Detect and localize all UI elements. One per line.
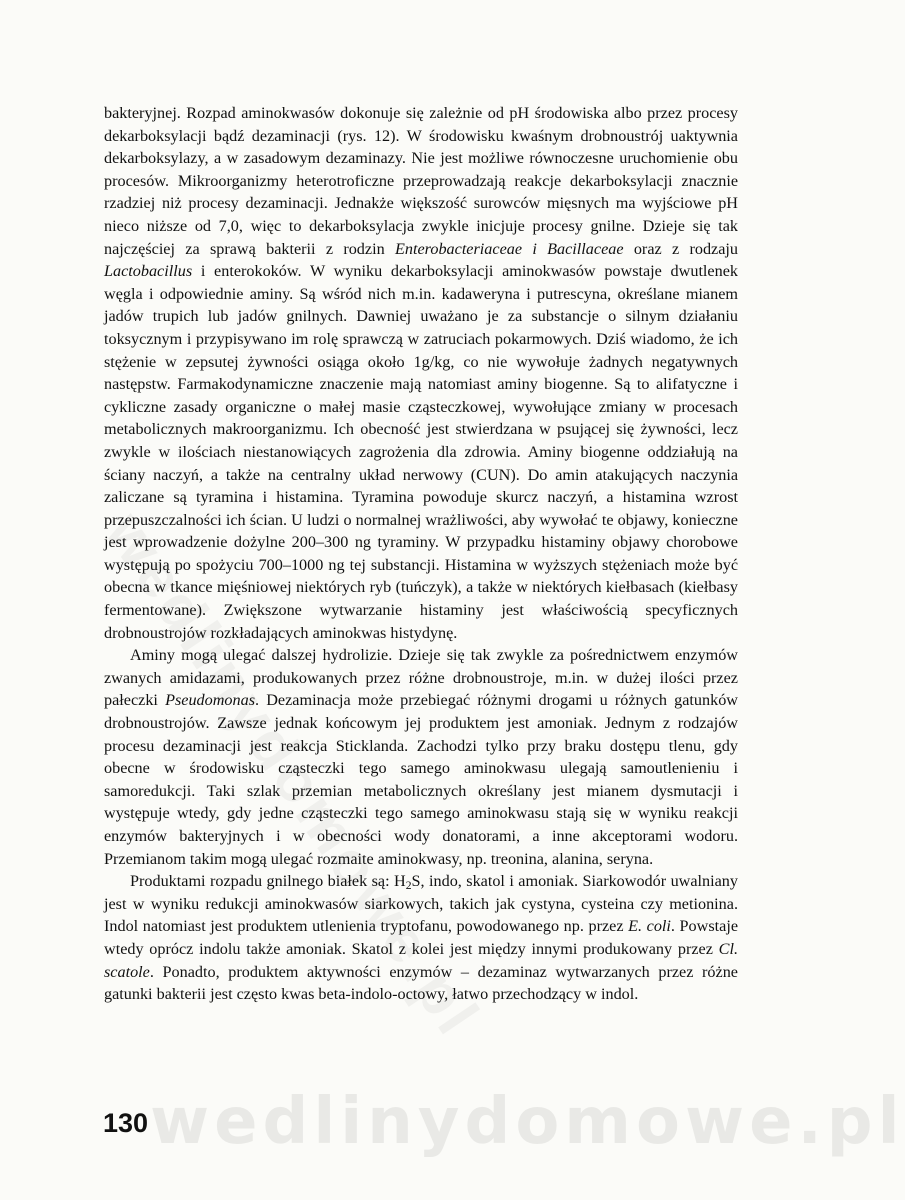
text-segment: bakteryjnej. Rozpad aminokwasów dokonuje się zależnie od pH środowiska albo przez procesy dekarboksylacji bądź dezaminacji (rys. 12). W środowisku kwaśnym drobnoustrój uaktywnia dekarboksylazy, a w zasadowym dezaminazy. Nie jest możliwe równoczesne uruchomienie obu procesów. Mikroorganizmy heterotroficzne przeprowadzają reakcje dekarboksylacji znacznie rzadziej niż procesy dezaminacji. Jednakże większość surowców mięsnych ma wyjściowe pH nieco niższe od 7,0, więc to dekarboksylacja zwykle inicjuje procesy gnilne. Dzieje się tak najczęściej za sprawą bakterii z rodzin (104, 104, 738, 258)
italic-term: Cl. scatole (104, 939, 738, 981)
body-text (104, 102, 738, 1006)
text-segment: . Ponadto, produktem aktywności enzymów – dezaminaz wytwarzanych przez różne gatunki bakterii jest często kwas beta-indolo-octowy, łatwo przechodzący w indol. (104, 962, 738, 1004)
paragraph (104, 102, 738, 644)
italic-term: Pseudomonas (165, 691, 256, 710)
text-segment: oraz z rodzaju (623, 239, 739, 258)
text-segment: . Powstaje wtedy oprócz indolu także amoniak. Skatol z kolei jest między innymi produkowany przez (104, 917, 739, 958)
text-segment: i enterokoków. W wyniku dekarboksylacji aminokwasów powstaje dwutlenek węgla i odpowiednie aminy. Są wśród nich m.in. kadaweryna i putrescyna, określane mianem jadów trupich lub jadów gnilnych. Dawniej uważano je za substancje o silnym działaniu toksycznym i przypisywano im rolę sprawczą w zatruciach pokarmowych. Dziś wiadomo, że ich stężenie w zepsutej żywności osiąga około 1g/kg, co nie wywołuje żadnych negatywnych następstw. Farmakodynamiczne znaczenie mają natomiast aminy biogenne. Są to alifatyczne i cykliczne zasady organiczne o małej masie cząsteczkowej, wywołujące zmiany w procesach metabolicznych makroorganizmu. Ich obecność jest stwierdzana w psującej się żywności, lecz zwykle w ilościach niestanowiących zagrożenia dla zdrowia. Aminy biogenne oddziałują na ściany naczyń, a także na centralny układ nerwowy (CUN). Do amin atakujących naczynia zaliczane są tyramina i histamina. Tyramina powoduje skurcz naczyń, a histamina wzrost przepuszczalności ich ścian. U ludzi o normalnej wrażliwości, aby wywołać te objawy, konieczne jest wprowadzenie dożylne 200–300 ng tyraminy. W przypadku histaminy objawy chorobowe występują po spożyciu 700–1000 ng tej substancji. Histamina w wyższych stężeniach może być obecna w tkance mięśniowej niektórych ryb (tuńczyk), a także w niektórych kiełbasach (kiełbasy fermentowane). Zwiększone wytwarzanie histaminy jest właściwością specyficznych drobnoustrojów rozkładających aminokwas histydynę. (104, 262, 738, 642)
paragraph (104, 644, 738, 870)
text-segment: Produktami rozpadu gnilnego białek są: H (130, 872, 406, 891)
subscript: 2 (405, 879, 412, 893)
italic-term: Enterobacteriaceae i Bacillaceae (394, 239, 624, 258)
text-segment: Aminy mogą ulegać dalszej hydrolizie. Dzieje się tak zwykle za pośrednictwem enzymów zwanych amidazami, produkowanych przez różne drobnoustroje, m.in. w dużej ilości przez pałeczki (104, 646, 738, 710)
paragraph (104, 870, 738, 1006)
text-segment: S, indo, skatol i amoniak. Siarkowodór uwalniany jest w wyniku redukcji aminokwasów siarkowych, takich jak cystyna, cysteina czy metionina. Indol natomiast jest produktem utlenienia tryptofanu, powodowanego np. przez (104, 872, 738, 936)
bottom-watermark: wedlinydomowe.pl (150, 1085, 905, 1159)
italic-term: Lactobacillus (104, 262, 193, 281)
italic-term: E. coli (628, 917, 671, 936)
text-segment: . Dezaminacja może przebiegać różnymi drogami u różnych gatunków drobnoustrojów. Zawsze jednak końcowym jej produktem jest amoniak. Jednym z rodzajów procesu dezaminacji jest reakcja Sticklanda. Zachodzi tylko przy braku dostępu tlenu, gdy obecne w środowisku cząsteczki tego samego aminokwasu ulegają samoutlenieniu i samoredukcji. Taki szlak przemian metabolicznych określany jest mianem dysmutacji i występuje wtedy, gdy jedne cząsteczki tego samego aminokwasu stają się w wyniku reakcji enzymów bakteryjnych i w obecności wody donatorami, a inne akceptorami wodoru. Przemianom takim mogą ulegać rozmaite aminokwasy, np. treonina, alanina, seryna. (104, 691, 738, 868)
page-number: 130 (103, 1108, 149, 1138)
